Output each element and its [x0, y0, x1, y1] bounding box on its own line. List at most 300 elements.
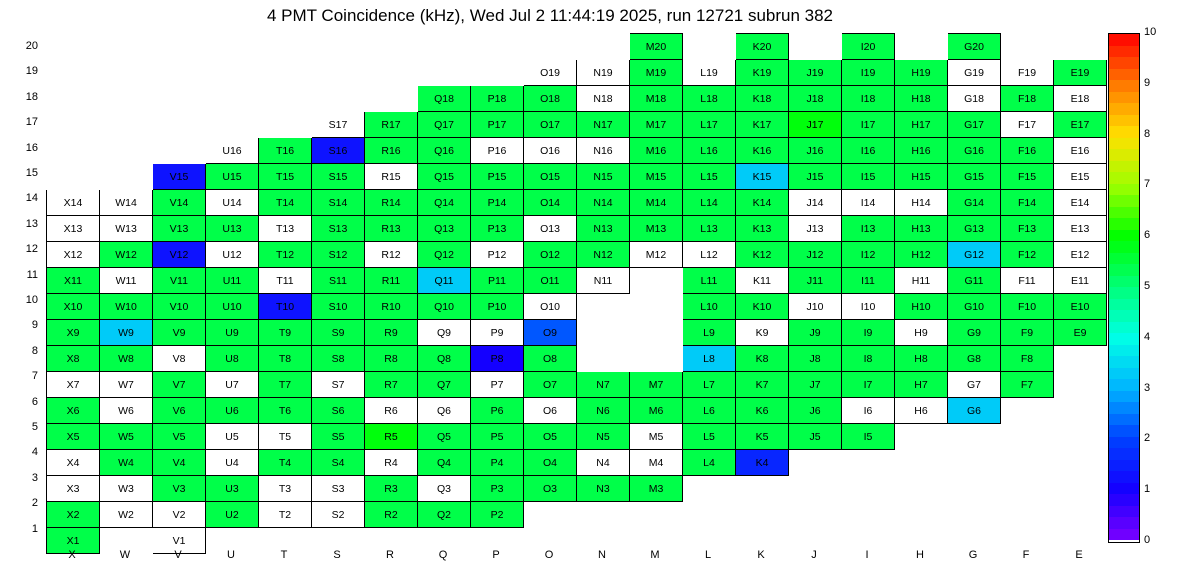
heatmap-cell[interactable] — [1001, 502, 1054, 528]
heatmap-cell[interactable]: R7 — [365, 372, 418, 398]
heatmap-cell[interactable] — [206, 60, 259, 86]
heatmap-cell[interactable] — [736, 502, 789, 528]
heatmap-cell[interactable]: O3 — [524, 476, 577, 502]
heatmap-cell[interactable]: V11 — [153, 268, 206, 294]
heatmap-cell[interactable]: S17 — [312, 112, 365, 138]
heatmap-cell[interactable]: T2 — [259, 502, 312, 528]
heatmap-cell[interactable]: R5 — [365, 424, 418, 450]
heatmap-cell[interactable]: R11 — [365, 268, 418, 294]
heatmap-cell[interactable]: K10 — [736, 294, 789, 320]
heatmap-cell[interactable]: M18 — [630, 86, 683, 112]
heatmap-cell[interactable] — [418, 60, 471, 86]
heatmap-cell[interactable] — [259, 86, 312, 112]
heatmap-cell[interactable] — [100, 60, 153, 86]
heatmap-cell[interactable]: R4 — [365, 450, 418, 476]
heatmap-cell[interactable] — [948, 424, 1001, 450]
heatmap-cell[interactable] — [683, 502, 736, 528]
heatmap-cell[interactable]: F19 — [1001, 60, 1054, 86]
heatmap-cell[interactable] — [1054, 372, 1107, 398]
heatmap-cell[interactable]: K17 — [736, 112, 789, 138]
heatmap-cell[interactable] — [895, 450, 948, 476]
heatmap-cell[interactable]: E11 — [1054, 268, 1107, 294]
heatmap-cell[interactable]: U2 — [206, 502, 259, 528]
heatmap-cell[interactable]: R2 — [365, 502, 418, 528]
heatmap-cell[interactable]: Q11 — [418, 268, 471, 294]
heatmap-cell[interactable]: S10 — [312, 294, 365, 320]
heatmap-cell[interactable]: U3 — [206, 476, 259, 502]
heatmap-cell[interactable]: P7 — [471, 372, 524, 398]
heatmap-cell[interactable]: N5 — [577, 424, 630, 450]
heatmap-cell[interactable]: M5 — [630, 424, 683, 450]
heatmap-cell[interactable]: K15 — [736, 164, 789, 190]
heatmap-cell[interactable] — [365, 34, 418, 60]
heatmap-cell[interactable]: M16 — [630, 138, 683, 164]
heatmap-cell[interactable]: P13 — [471, 216, 524, 242]
heatmap-cell[interactable]: U11 — [206, 268, 259, 294]
heatmap-cell[interactable]: S4 — [312, 450, 365, 476]
heatmap-cell[interactable]: X6 — [47, 398, 100, 424]
heatmap-cell[interactable]: X5 — [47, 424, 100, 450]
heatmap-cell[interactable]: I14 — [842, 190, 895, 216]
heatmap-cell[interactable]: P2 — [471, 502, 524, 528]
heatmap-cell[interactable]: F7 — [1001, 372, 1054, 398]
heatmap-cell[interactable] — [630, 268, 683, 294]
heatmap-cell[interactable] — [100, 86, 153, 112]
heatmap-cell[interactable]: U9 — [206, 320, 259, 346]
heatmap-cell[interactable]: N14 — [577, 190, 630, 216]
heatmap-cell[interactable]: P17 — [471, 112, 524, 138]
heatmap-cell[interactable]: P16 — [471, 138, 524, 164]
heatmap-cell[interactable]: T6 — [259, 398, 312, 424]
heatmap-cell[interactable]: V2 — [153, 502, 206, 528]
heatmap-cell[interactable]: V4 — [153, 450, 206, 476]
heatmap-cell[interactable]: O19 — [524, 60, 577, 86]
heatmap-cell[interactable]: X1 — [47, 528, 100, 554]
heatmap-cell[interactable]: S7 — [312, 372, 365, 398]
heatmap-cell[interactable]: T7 — [259, 372, 312, 398]
heatmap-cell[interactable]: L6 — [683, 398, 736, 424]
heatmap-cell[interactable]: G15 — [948, 164, 1001, 190]
heatmap-cell[interactable]: F10 — [1001, 294, 1054, 320]
heatmap-cell[interactable]: N19 — [577, 60, 630, 86]
heatmap-cell[interactable]: U7 — [206, 372, 259, 398]
heatmap-cell[interactable]: S6 — [312, 398, 365, 424]
heatmap-cell[interactable] — [1001, 398, 1054, 424]
heatmap-cell[interactable]: G9 — [948, 320, 1001, 346]
heatmap-cell[interactable] — [842, 476, 895, 502]
heatmap-cell[interactable]: M6 — [630, 398, 683, 424]
heatmap-cell[interactable]: W13 — [100, 216, 153, 242]
heatmap-cell[interactable]: S11 — [312, 268, 365, 294]
heatmap-cell[interactable]: P4 — [471, 450, 524, 476]
heatmap-cell[interactable]: W2 — [100, 502, 153, 528]
heatmap-cell[interactable]: K13 — [736, 216, 789, 242]
heatmap-cell[interactable]: I9 — [842, 320, 895, 346]
heatmap-cell[interactable]: M12 — [630, 242, 683, 268]
heatmap-cell[interactable]: X12 — [47, 242, 100, 268]
heatmap-cell[interactable]: N15 — [577, 164, 630, 190]
heatmap-cell[interactable]: M17 — [630, 112, 683, 138]
heatmap-cell[interactable]: L16 — [683, 138, 736, 164]
heatmap-cell[interactable] — [895, 34, 948, 60]
heatmap-cell[interactable]: L9 — [683, 320, 736, 346]
heatmap-cell[interactable]: X10 — [47, 294, 100, 320]
heatmap-cell[interactable]: T4 — [259, 450, 312, 476]
heatmap-cell[interactable]: I8 — [842, 346, 895, 372]
heatmap-cell[interactable]: Q14 — [418, 190, 471, 216]
heatmap-cell[interactable]: I6 — [842, 398, 895, 424]
heatmap-cell[interactable]: P12 — [471, 242, 524, 268]
heatmap-cell[interactable]: L5 — [683, 424, 736, 450]
heatmap-cell[interactable]: N13 — [577, 216, 630, 242]
heatmap-cell[interactable]: G20 — [948, 34, 1001, 60]
heatmap-cell[interactable]: T13 — [259, 216, 312, 242]
heatmap-cell[interactable] — [47, 34, 100, 60]
heatmap-cell[interactable]: V9 — [153, 320, 206, 346]
heatmap-cell[interactable]: Q17 — [418, 112, 471, 138]
heatmap-cell[interactable]: U13 — [206, 216, 259, 242]
heatmap-cell[interactable]: R14 — [365, 190, 418, 216]
heatmap-cell[interactable] — [47, 138, 100, 164]
heatmap-cell[interactable]: V12 — [153, 242, 206, 268]
heatmap-cell[interactable]: E18 — [1054, 86, 1107, 112]
heatmap-cell[interactable]: T16 — [259, 138, 312, 164]
heatmap-cell[interactable]: W4 — [100, 450, 153, 476]
heatmap-cell[interactable]: P9 — [471, 320, 524, 346]
heatmap-cell[interactable]: K4 — [736, 450, 789, 476]
heatmap-cell[interactable] — [153, 112, 206, 138]
heatmap-cell[interactable]: K9 — [736, 320, 789, 346]
heatmap-cell[interactable]: V5 — [153, 424, 206, 450]
heatmap-cell[interactable] — [1054, 34, 1107, 60]
heatmap-cell[interactable]: X9 — [47, 320, 100, 346]
heatmap-cell[interactable] — [471, 34, 524, 60]
heatmap-cell[interactable]: X2 — [47, 502, 100, 528]
heatmap-cell[interactable]: M20 — [630, 34, 683, 60]
heatmap-cell[interactable]: H9 — [895, 320, 948, 346]
heatmap-cell[interactable]: R15 — [365, 164, 418, 190]
heatmap-cell[interactable]: G19 — [948, 60, 1001, 86]
heatmap-cell[interactable]: E16 — [1054, 138, 1107, 164]
heatmap-cell[interactable]: F15 — [1001, 164, 1054, 190]
heatmap-cell[interactable]: W8 — [100, 346, 153, 372]
heatmap-cell[interactable]: L10 — [683, 294, 736, 320]
heatmap-cell[interactable] — [153, 60, 206, 86]
heatmap-cell[interactable]: P5 — [471, 424, 524, 450]
heatmap-cell[interactable]: O17 — [524, 112, 577, 138]
heatmap-cell[interactable]: O5 — [524, 424, 577, 450]
heatmap-cell[interactable]: W5 — [100, 424, 153, 450]
heatmap-cell[interactable]: L13 — [683, 216, 736, 242]
heatmap-cell[interactable]: X13 — [47, 216, 100, 242]
heatmap-cell[interactable]: U4 — [206, 450, 259, 476]
heatmap-cell[interactable] — [789, 34, 842, 60]
heatmap-cell[interactable]: F12 — [1001, 242, 1054, 268]
heatmap-cell[interactable]: V8 — [153, 346, 206, 372]
heatmap-cell[interactable]: Q4 — [418, 450, 471, 476]
heatmap-cell[interactable]: G17 — [948, 112, 1001, 138]
heatmap-cell[interactable]: U6 — [206, 398, 259, 424]
heatmap-cell[interactable]: T8 — [259, 346, 312, 372]
heatmap-cell[interactable] — [100, 164, 153, 190]
heatmap-cell[interactable] — [895, 476, 948, 502]
heatmap-cell[interactable]: Q12 — [418, 242, 471, 268]
heatmap-cell[interactable]: U14 — [206, 190, 259, 216]
heatmap-cell[interactable]: H7 — [895, 372, 948, 398]
heatmap-cell[interactable]: U15 — [206, 164, 259, 190]
heatmap-cell[interactable] — [206, 34, 259, 60]
heatmap-cell[interactable]: W6 — [100, 398, 153, 424]
heatmap-cell[interactable]: S14 — [312, 190, 365, 216]
heatmap-cell[interactable]: E14 — [1054, 190, 1107, 216]
heatmap-cell[interactable]: R17 — [365, 112, 418, 138]
heatmap-cell[interactable]: P6 — [471, 398, 524, 424]
heatmap-cell[interactable] — [47, 86, 100, 112]
heatmap-cell[interactable]: J13 — [789, 216, 842, 242]
heatmap-cell[interactable]: U10 — [206, 294, 259, 320]
heatmap-cell[interactable]: U8 — [206, 346, 259, 372]
heatmap-cell[interactable]: J11 — [789, 268, 842, 294]
heatmap-cell[interactable]: H12 — [895, 242, 948, 268]
heatmap-cell[interactable]: K18 — [736, 86, 789, 112]
heatmap-cell[interactable]: J19 — [789, 60, 842, 86]
heatmap-cell[interactable]: I7 — [842, 372, 895, 398]
heatmap-cell[interactable] — [312, 86, 365, 112]
heatmap-cell[interactable]: L12 — [683, 242, 736, 268]
heatmap-cell[interactable]: P3 — [471, 476, 524, 502]
heatmap-cell[interactable] — [153, 86, 206, 112]
heatmap-cell[interactable]: V10 — [153, 294, 206, 320]
heatmap-cell[interactable]: E13 — [1054, 216, 1107, 242]
heatmap-cell[interactable]: I5 — [842, 424, 895, 450]
heatmap-cell[interactable] — [630, 294, 683, 320]
heatmap-cell[interactable]: H19 — [895, 60, 948, 86]
heatmap-cell[interactable]: U12 — [206, 242, 259, 268]
heatmap-cell[interactable] — [895, 424, 948, 450]
heatmap-cell[interactable] — [948, 450, 1001, 476]
heatmap-cell[interactable]: J7 — [789, 372, 842, 398]
heatmap-cell[interactable] — [683, 476, 736, 502]
heatmap-cell[interactable] — [100, 112, 153, 138]
heatmap-cell[interactable] — [365, 60, 418, 86]
heatmap-cell[interactable] — [365, 86, 418, 112]
heatmap-cell[interactable] — [1054, 398, 1107, 424]
heatmap-cell[interactable]: G13 — [948, 216, 1001, 242]
heatmap-cell[interactable]: W10 — [100, 294, 153, 320]
heatmap-cell[interactable]: T5 — [259, 424, 312, 450]
heatmap-cell[interactable]: Q15 — [418, 164, 471, 190]
heatmap-cell[interactable]: W14 — [100, 190, 153, 216]
heatmap-cell[interactable] — [1054, 476, 1107, 502]
heatmap-cell[interactable]: H18 — [895, 86, 948, 112]
heatmap-cell[interactable] — [524, 34, 577, 60]
heatmap-cell[interactable]: I20 — [842, 34, 895, 60]
heatmap-cell[interactable]: O14 — [524, 190, 577, 216]
heatmap-cell[interactable] — [47, 164, 100, 190]
heatmap-cell[interactable]: G12 — [948, 242, 1001, 268]
heatmap-cell[interactable]: R10 — [365, 294, 418, 320]
heatmap-cell[interactable]: L8 — [683, 346, 736, 372]
heatmap-cell[interactable]: F13 — [1001, 216, 1054, 242]
heatmap-cell[interactable]: Q6 — [418, 398, 471, 424]
heatmap-cell[interactable]: O16 — [524, 138, 577, 164]
heatmap-cell[interactable]: N17 — [577, 112, 630, 138]
heatmap-cell[interactable]: F9 — [1001, 320, 1054, 346]
heatmap-cell[interactable]: J8 — [789, 346, 842, 372]
heatmap-cell[interactable] — [100, 34, 153, 60]
heatmap-cell[interactable]: E17 — [1054, 112, 1107, 138]
heatmap-cell[interactable]: S8 — [312, 346, 365, 372]
heatmap-cell[interactable]: G8 — [948, 346, 1001, 372]
heatmap-cell[interactable] — [1001, 450, 1054, 476]
heatmap-cell[interactable]: Q16 — [418, 138, 471, 164]
heatmap-cell[interactable] — [524, 502, 577, 528]
heatmap-cell[interactable] — [259, 34, 312, 60]
heatmap-cell[interactable]: H6 — [895, 398, 948, 424]
heatmap-cell[interactable] — [1054, 502, 1107, 528]
heatmap-cell[interactable]: M19 — [630, 60, 683, 86]
heatmap-cell[interactable]: L18 — [683, 86, 736, 112]
heatmap-cell[interactable]: I16 — [842, 138, 895, 164]
heatmap-cell[interactable] — [1054, 424, 1107, 450]
heatmap-cell[interactable]: N4 — [577, 450, 630, 476]
heatmap-cell[interactable]: S5 — [312, 424, 365, 450]
heatmap-cell[interactable]: S2 — [312, 502, 365, 528]
heatmap-cell[interactable] — [153, 138, 206, 164]
heatmap-cell[interactable]: K6 — [736, 398, 789, 424]
heatmap-cell[interactable]: U5 — [206, 424, 259, 450]
heatmap-cell[interactable]: Q10 — [418, 294, 471, 320]
heatmap-cell[interactable]: K8 — [736, 346, 789, 372]
heatmap-cell[interactable]: F8 — [1001, 346, 1054, 372]
heatmap-cell[interactable]: G16 — [948, 138, 1001, 164]
heatmap-cell[interactable]: X11 — [47, 268, 100, 294]
heatmap-cell[interactable]: T15 — [259, 164, 312, 190]
heatmap-cell[interactable]: S9 — [312, 320, 365, 346]
heatmap-cell[interactable]: E9 — [1054, 320, 1107, 346]
heatmap-cell[interactable]: V7 — [153, 372, 206, 398]
heatmap-cell[interactable]: E15 — [1054, 164, 1107, 190]
heatmap-cell[interactable]: K19 — [736, 60, 789, 86]
heatmap-cell[interactable]: G6 — [948, 398, 1001, 424]
heatmap-cell[interactable]: L14 — [683, 190, 736, 216]
heatmap-cell[interactable] — [630, 346, 683, 372]
heatmap-cell[interactable]: W3 — [100, 476, 153, 502]
heatmap-cell[interactable]: O10 — [524, 294, 577, 320]
heatmap-cell[interactable]: F18 — [1001, 86, 1054, 112]
heatmap-cell[interactable]: Q18 — [418, 86, 471, 112]
heatmap-cell[interactable] — [842, 450, 895, 476]
heatmap-cell[interactable]: G10 — [948, 294, 1001, 320]
heatmap-cell[interactable]: J15 — [789, 164, 842, 190]
heatmap-cell[interactable]: I13 — [842, 216, 895, 242]
heatmap-cell[interactable]: I19 — [842, 60, 895, 86]
heatmap-cell[interactable]: E19 — [1054, 60, 1107, 86]
heatmap-cell[interactable]: N7 — [577, 372, 630, 398]
heatmap-cell[interactable]: T14 — [259, 190, 312, 216]
heatmap-cell[interactable] — [789, 450, 842, 476]
heatmap-cell[interactable]: P18 — [471, 86, 524, 112]
heatmap-cell[interactable] — [418, 34, 471, 60]
heatmap-cell[interactable] — [47, 60, 100, 86]
heatmap-cell[interactable] — [630, 320, 683, 346]
heatmap-cell[interactable]: Q13 — [418, 216, 471, 242]
heatmap-cell[interactable]: F14 — [1001, 190, 1054, 216]
heatmap-cell[interactable]: X7 — [47, 372, 100, 398]
heatmap-cell[interactable]: O11 — [524, 268, 577, 294]
heatmap-cell[interactable]: R3 — [365, 476, 418, 502]
heatmap-cell[interactable]: W7 — [100, 372, 153, 398]
heatmap-cell[interactable]: O12 — [524, 242, 577, 268]
heatmap-cell[interactable]: S3 — [312, 476, 365, 502]
heatmap-cell[interactable]: N3 — [577, 476, 630, 502]
heatmap-cell[interactable] — [577, 346, 630, 372]
heatmap-cell[interactable]: O4 — [524, 450, 577, 476]
heatmap-cell[interactable] — [736, 476, 789, 502]
heatmap-cell[interactable]: Q8 — [418, 346, 471, 372]
heatmap-cell[interactable]: T11 — [259, 268, 312, 294]
heatmap-cell[interactable] — [206, 112, 259, 138]
heatmap-cell[interactable]: V14 — [153, 190, 206, 216]
heatmap-cell[interactable]: T10 — [259, 294, 312, 320]
heatmap-cell[interactable]: V1 — [153, 528, 206, 554]
heatmap-cell[interactable]: T3 — [259, 476, 312, 502]
heatmap-cell[interactable]: K11 — [736, 268, 789, 294]
heatmap-cell[interactable] — [471, 60, 524, 86]
heatmap-cell[interactable]: J6 — [789, 398, 842, 424]
heatmap-cell[interactable]: J16 — [789, 138, 842, 164]
heatmap-cell[interactable]: N18 — [577, 86, 630, 112]
heatmap-cell[interactable]: N11 — [577, 268, 630, 294]
heatmap-cell[interactable] — [683, 34, 736, 60]
heatmap-cell[interactable]: S15 — [312, 164, 365, 190]
heatmap-cell[interactable]: W12 — [100, 242, 153, 268]
heatmap-cell[interactable] — [895, 502, 948, 528]
heatmap-cell[interactable] — [153, 34, 206, 60]
heatmap-cell[interactable] — [948, 502, 1001, 528]
heatmap-cell[interactable] — [789, 502, 842, 528]
heatmap-cell[interactable] — [630, 502, 683, 528]
heatmap-cell[interactable]: H15 — [895, 164, 948, 190]
heatmap-cell[interactable]: O15 — [524, 164, 577, 190]
heatmap-cell[interactable] — [1001, 424, 1054, 450]
heatmap-cell[interactable]: H13 — [895, 216, 948, 242]
heatmap-cell[interactable]: W9 — [100, 320, 153, 346]
heatmap-cell[interactable]: Q3 — [418, 476, 471, 502]
heatmap-cell[interactable] — [259, 60, 312, 86]
heatmap-cell[interactable]: R9 — [365, 320, 418, 346]
heatmap-cell[interactable]: Q2 — [418, 502, 471, 528]
heatmap-cell[interactable]: F11 — [1001, 268, 1054, 294]
heatmap-cell[interactable]: J14 — [789, 190, 842, 216]
heatmap-cell[interactable]: M14 — [630, 190, 683, 216]
heatmap-cell[interactable]: M4 — [630, 450, 683, 476]
heatmap-cell[interactable]: I15 — [842, 164, 895, 190]
heatmap-cell[interactable]: T12 — [259, 242, 312, 268]
heatmap-cell[interactable]: X3 — [47, 476, 100, 502]
heatmap-cell[interactable]: K5 — [736, 424, 789, 450]
heatmap-cell[interactable]: P8 — [471, 346, 524, 372]
heatmap-cell[interactable]: Q9 — [418, 320, 471, 346]
heatmap-cell[interactable]: L7 — [683, 372, 736, 398]
heatmap-cell[interactable]: H14 — [895, 190, 948, 216]
heatmap-cell[interactable]: P10 — [471, 294, 524, 320]
heatmap-cell[interactable]: G14 — [948, 190, 1001, 216]
heatmap-cell[interactable]: N12 — [577, 242, 630, 268]
heatmap-cell[interactable] — [312, 34, 365, 60]
heatmap-cell[interactable]: H11 — [895, 268, 948, 294]
heatmap-cell[interactable]: R8 — [365, 346, 418, 372]
